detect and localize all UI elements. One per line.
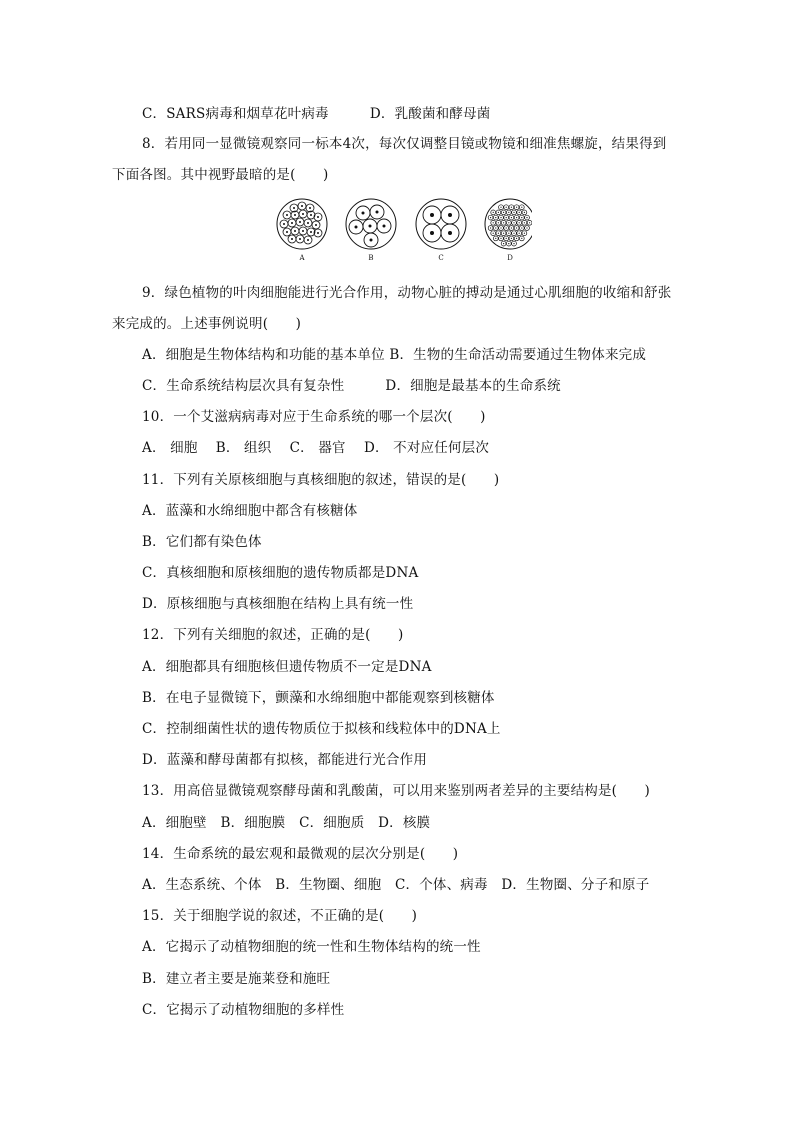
cell-nucleus <box>493 212 494 213</box>
q7-option-cd: C．SARS病毒和烟草花叶病毒 D．乳酸菌和酵母菌 <box>142 106 491 122</box>
q9-stem-line2: 来完成的。上述事例说明( ) <box>112 316 302 332</box>
figure-label-a: A <box>299 254 305 262</box>
q14-stem: 14．生命系统的最宏观和最微观的层次分别是( ) <box>142 846 459 862</box>
q11-option-d: D．原核细胞与真核细胞在结构上具有统一性 <box>142 596 414 612</box>
cell-nucleus <box>503 243 504 244</box>
q15-option-a: A．它揭示了动植物细胞的统一性和生物体结构的统一性 <box>142 939 481 955</box>
field-c <box>416 199 466 249</box>
cell-nucleus <box>519 233 520 234</box>
cell-nucleus <box>516 217 517 218</box>
cell-nucleus <box>513 212 514 213</box>
figure-label-c: C <box>438 254 444 262</box>
cell-nucleus <box>511 227 512 228</box>
cell-nucleus <box>519 222 520 223</box>
cell-nucleus <box>495 227 496 228</box>
q9-option-cd: C．生命系统结构层次具有复杂性 D．细胞是最基本的生命系统 <box>142 378 561 394</box>
q10-stem: 10．一个艾滋病病毒对应于生命系统的哪一个层次( ) <box>142 409 486 425</box>
q12-option-b: B．在电子显微镜下，颤藻和水绵细胞中都能观察到核糖体 <box>142 690 495 706</box>
cell-nucleus <box>529 222 530 223</box>
cell-nucleus <box>508 233 509 234</box>
cell-nucleus <box>500 217 501 218</box>
cell-nucleus <box>516 238 517 239</box>
cell-nucleus <box>493 233 494 234</box>
cell-nucleus <box>490 227 491 228</box>
cell-nucleus <box>506 238 507 239</box>
q15-stem: 15．关于细胞学说的叙述，不正确的是( ) <box>142 908 418 924</box>
field-d <box>485 199 532 249</box>
cell-nucleus <box>513 243 514 244</box>
cell-nucleus <box>513 222 514 223</box>
q9-option-ab: A．细胞是生物体结构和功能的基本单位 B．生物的生命活动需要通过生物体来完成 <box>142 347 647 363</box>
cell-nucleus <box>490 217 491 218</box>
q15-option-c: C．它揭示了动植物细胞的多样性 <box>142 1002 345 1018</box>
q11-stem: 11．下列有关原核细胞与真核细胞的叙述，错误的是( ) <box>142 472 500 488</box>
microscope-fields-svg <box>272 196 532 262</box>
field-b <box>346 199 396 249</box>
cell-nucleus <box>495 217 496 218</box>
cell-nucleus <box>503 212 504 213</box>
cell-nucleus <box>495 238 496 239</box>
cell-nucleus <box>526 217 527 218</box>
cell-nucleus <box>511 217 512 218</box>
cell-nucleus <box>513 233 514 234</box>
cell-nucleus <box>498 222 499 223</box>
figure-label-b: B <box>368 254 374 262</box>
cell-nucleus <box>511 238 512 239</box>
field-a <box>277 199 327 249</box>
q12-stem: 12．下列有关细胞的叙述，正确的是( ) <box>142 627 404 643</box>
cell-nucleus <box>521 227 522 228</box>
q13-stem: 13．用高倍显微镜观察酵母菌和乳酸菌，可以用来鉴别两者差异的主要结构是( ) <box>142 783 651 799</box>
q11-option-b: B．它们都有染色体 <box>142 534 262 550</box>
cell-nucleus <box>498 233 499 234</box>
q12-option-d: D．蓝藻和酵母菌都有拟核，都能进行光合作用 <box>142 752 428 768</box>
cell-nucleus <box>503 233 504 234</box>
cell-nucleus <box>521 238 522 239</box>
cell-nucleus <box>506 217 507 218</box>
cell-nucleus <box>516 207 517 208</box>
q9-stem-line1: 9．绿色植物的叶肉细胞能进行光合作用，动物心脏的搏动是通过心肌细胞的收缩和舒张 <box>142 285 672 301</box>
cell-nucleus <box>511 207 512 208</box>
cell-nucleus <box>508 212 509 213</box>
cell-nucleus <box>516 227 517 228</box>
q8-stem-line1: 8．若用同一显微镜观察同一标本4次，每次仅调整目镜或物镜和细准焦螺旋，结果得到 <box>142 136 667 152</box>
microscope-fields-figure <box>272 196 532 262</box>
cell-nucleus <box>508 243 509 244</box>
q14-options: A．生态系统、个体 B．生物圈、细胞 C．个体、病毒 D．生物圈、分子和原子 <box>142 877 650 893</box>
cell-nucleus <box>526 227 527 228</box>
cell-nucleus <box>524 233 525 234</box>
cell-nucleus <box>524 212 525 213</box>
cell-nucleus <box>508 222 509 223</box>
cell-nucleus <box>500 207 501 208</box>
q13-options: A．细胞壁 B．细胞膜 C．细胞质 D．核膜 <box>142 815 431 831</box>
cell-nucleus <box>521 217 522 218</box>
q11-option-c: C．真核细胞和原核细胞的遗传物质都是DNA <box>142 565 419 581</box>
cell-nucleus <box>498 212 499 213</box>
figure-label-d: D <box>507 254 513 262</box>
cell-nucleus <box>503 222 504 223</box>
q11-option-a: A．蓝藻和水绵细胞中都含有核糖体 <box>142 503 358 519</box>
cell-nucleus <box>500 238 501 239</box>
cell-nucleus <box>524 222 525 223</box>
q10-options: A． 细胞 B． 组织 C． 器官 D． 不对应任何层次 <box>142 440 490 456</box>
q12-option-c: C．控制细菌性状的遗传物质位于拟核和线粒体中的DNA上 <box>142 721 501 737</box>
cell-nucleus <box>521 207 522 208</box>
q12-option-a: A．细胞都具有细胞核但遗传物质不一定是DNA <box>142 659 432 675</box>
q15-option-b: B．建立者主要是施莱登和施旺 <box>142 971 331 987</box>
cell-nucleus <box>506 207 507 208</box>
cell-nucleus <box>493 222 494 223</box>
q8-stem-line2: 下面各图。其中视野最暗的是( ) <box>112 167 329 183</box>
cell-nucleus <box>519 212 520 213</box>
cell-nucleus <box>506 227 507 228</box>
cell-nucleus <box>500 227 501 228</box>
